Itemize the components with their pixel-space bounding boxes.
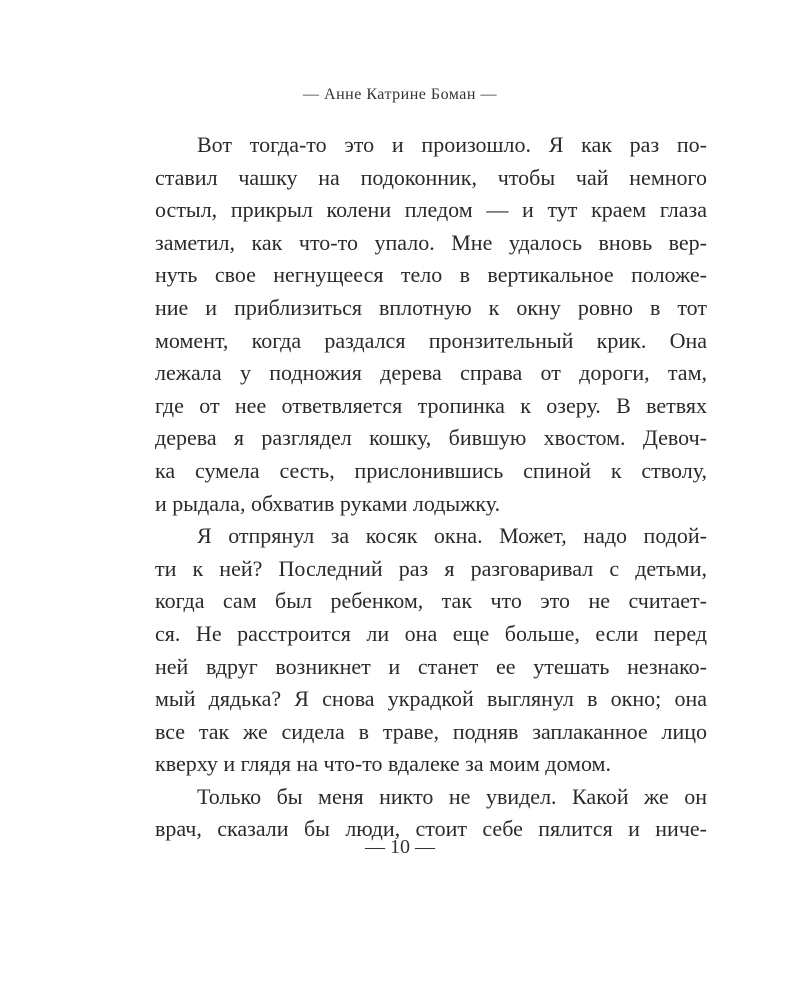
text-line: дерева я разглядел кошку, бившую хвостом. Девоч- <box>155 425 707 451</box>
body-text <box>155 129 707 846</box>
text-line: ние и приблизиться вплотную к окну ровно в тот <box>155 294 707 320</box>
text-line: нуть свое негнущееся тело в вертикальное положе- <box>155 262 707 288</box>
text-line: кверху и глядя на что-то вдалеке за моим домом. <box>155 751 611 777</box>
text-line: Вот тогда-то это и произошло. Я как раз по- <box>197 132 707 157</box>
text-line: где от нее ответвляется тропинка к озеру. В ветвях <box>155 392 707 418</box>
text-line: ней вдруг возникнет и станет ее утешать незнако- <box>155 653 707 679</box>
text-line: ти к ней? Последний раз я разговаривал с детьми, <box>155 555 707 581</box>
text-line: ка сумела сесть, прислонившись спиной к стволу, <box>155 457 707 483</box>
page-number: — 10 — <box>365 836 435 858</box>
text-line: врач, сказали бы люди, стоит себе пялится и ниче- <box>155 816 707 842</box>
text-line: Я отпрянул за косяк окна. Может, надо подой- <box>197 523 707 549</box>
text-line: ся. Не расстроится ли она еще больше, если перед <box>155 620 707 646</box>
text-line: ставил чашку на подоконник, чтобы чай немного <box>155 164 707 190</box>
text-line: заметил, как что-то упало. Мне удалось вновь вер- <box>155 229 707 255</box>
text-line: мый дядька? Я снова украдкой выглянул в окно; она <box>155 686 707 712</box>
text-line: остыл, прикрыл колени пледом — и тут краем глаза <box>155 197 707 223</box>
running-header: — Анне Катрине Боман — <box>303 86 497 103</box>
text-line: момент, когда раздался пронзительный крик. Она <box>155 327 707 353</box>
text-line: когда сам был ребенком, так что это не считает- <box>155 588 707 614</box>
text-line: Только бы меня никто не увидел. Какой же он <box>197 783 707 809</box>
text-line: все так же сидела в траве, подняв заплаканное лицо <box>155 718 707 744</box>
text-line: и рыдала, обхватив руками лодыжку. <box>155 490 501 516</box>
text-line: лежала у подножия дерева справа от дороги, там, <box>155 360 707 386</box>
